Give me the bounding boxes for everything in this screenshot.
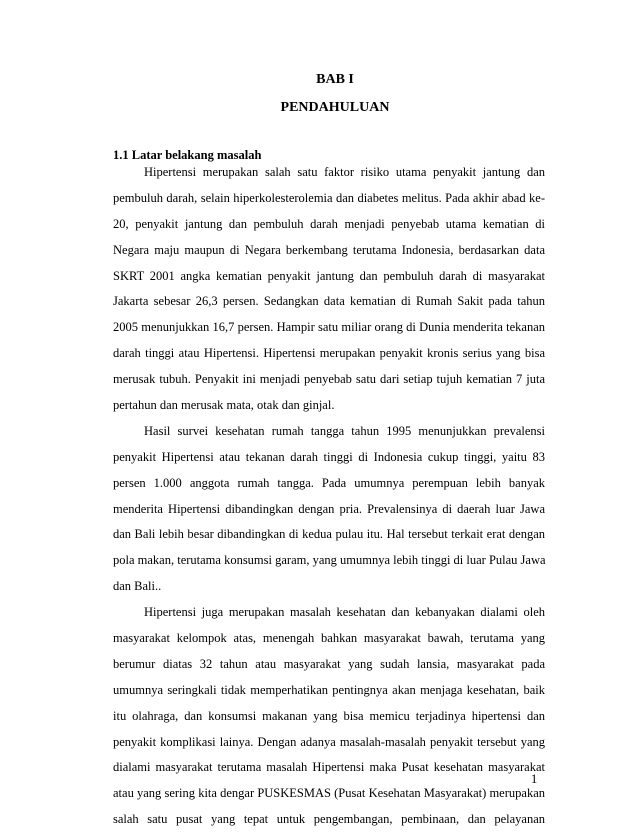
text-line: SKRT 2001 angka kematian penyakit jantung dan pembuluh darah di masyarakat <box>113 268 545 283</box>
section-heading: 1.1 Latar belakang masalah <box>113 148 262 162</box>
text-line: umumnya seringkali tidak memperhatikan pentingnya akan menjaga kesehatan, baik <box>113 682 545 697</box>
text-line: pertahun dan merusak mata, otak dan ginjal. <box>113 398 335 413</box>
text-line: dan Bali lebih besar dibandingkan di kedua pulau itu. Hal tersebut terkait erat dengan <box>113 527 545 542</box>
text-line: masyarakat kelompok atas, menengah bahkan masyarakat bawah, terutama yang <box>113 631 545 646</box>
text-line: pembuluh darah, selain hiperkolesterolemia dan diabetes melitus. Pada akhir abad ke- <box>113 190 545 205</box>
text-line: pola makan, terutama konsumsi garam, yang umumnya lebih tinggi di luar Pulau Jawa <box>113 553 546 568</box>
text-line: Negara maju maupun di Negara berkembang terutama Indonesia, berdasarkan data <box>113 242 545 257</box>
body-text <box>113 160 545 833</box>
text-line: dialami masyarakat terutama masalah Hipertensi maka Pusat kesehatan masyarakat <box>113 760 545 775</box>
text-line: Hipertensi merupakan salah satu faktor risiko utama penyakit jantung dan <box>144 165 545 179</box>
text-line: merusak tubuh. Penyakit ini menjadi penyebab satu dari setiap tujuh kematian 7 juta <box>113 372 545 387</box>
text-line: salah satu pusat yang tepat untuk pengembangan, pembinaan, dan pelayanan <box>113 812 545 827</box>
text-line: menderita Hipertensi dibandingkan dengan pria. Prevalensinya di daerah luar Jawa <box>113 501 545 516</box>
text-line: 2005 menunjukkan 16,7 persen. Hampir satu miliar orang di Dunia menderita tekanan <box>113 320 545 335</box>
text-line: Hipertensi juga merupakan masalah kesehatan dan kebanyakan dialami oleh <box>144 605 545 620</box>
text-line: Hasil survei kesehatan rumah tangga tahun 1995 menunjukkan prevalensi <box>144 423 545 438</box>
text-line: berumur diatas 32 tahun atau masyarakat yang sudah lansia, masyarakat pada <box>113 656 545 671</box>
page-number: 1 <box>531 772 538 786</box>
text-line: penyakit Hipertensi atau tekanan darah tinggi di Indonesia cukup tinggi, yaitu 83 <box>113 449 545 464</box>
text-line: dan Bali.. <box>113 579 162 594</box>
text-line: 20, penyakit jantung dan pembuluh darah menjadi penyebab utama kematian di <box>113 216 545 231</box>
text-line: penyakit komplikasi lainya. Dengan adanya masalah-masalah penyakit tersebut yang <box>113 734 545 749</box>
text-line: darah tinggi atau Hipertensi. Hipertensi merupakan penyakit kronis serius yang bisa <box>113 346 545 361</box>
text-line: Jakarta sebesar 26,3 persen. Sedangkan data kematian di Rumah Sakit pada tahun <box>113 294 545 309</box>
chapter-title: PENDAHULUAN <box>280 100 390 115</box>
chapter-number: BAB I <box>316 72 354 87</box>
text-line: persen 1.000 anggota rumah tangga. Pada umumnya perempuan lebih banyak <box>113 475 545 490</box>
text-line: itu olahraga, dan konsumsi makanan yang bisa memicu terjadinya hipertensi dan <box>113 708 545 723</box>
text-line: atau yang sering kita dengar PUSKESMAS (Pusat Kesehatan Masyarakat) merupakan <box>113 786 545 801</box>
